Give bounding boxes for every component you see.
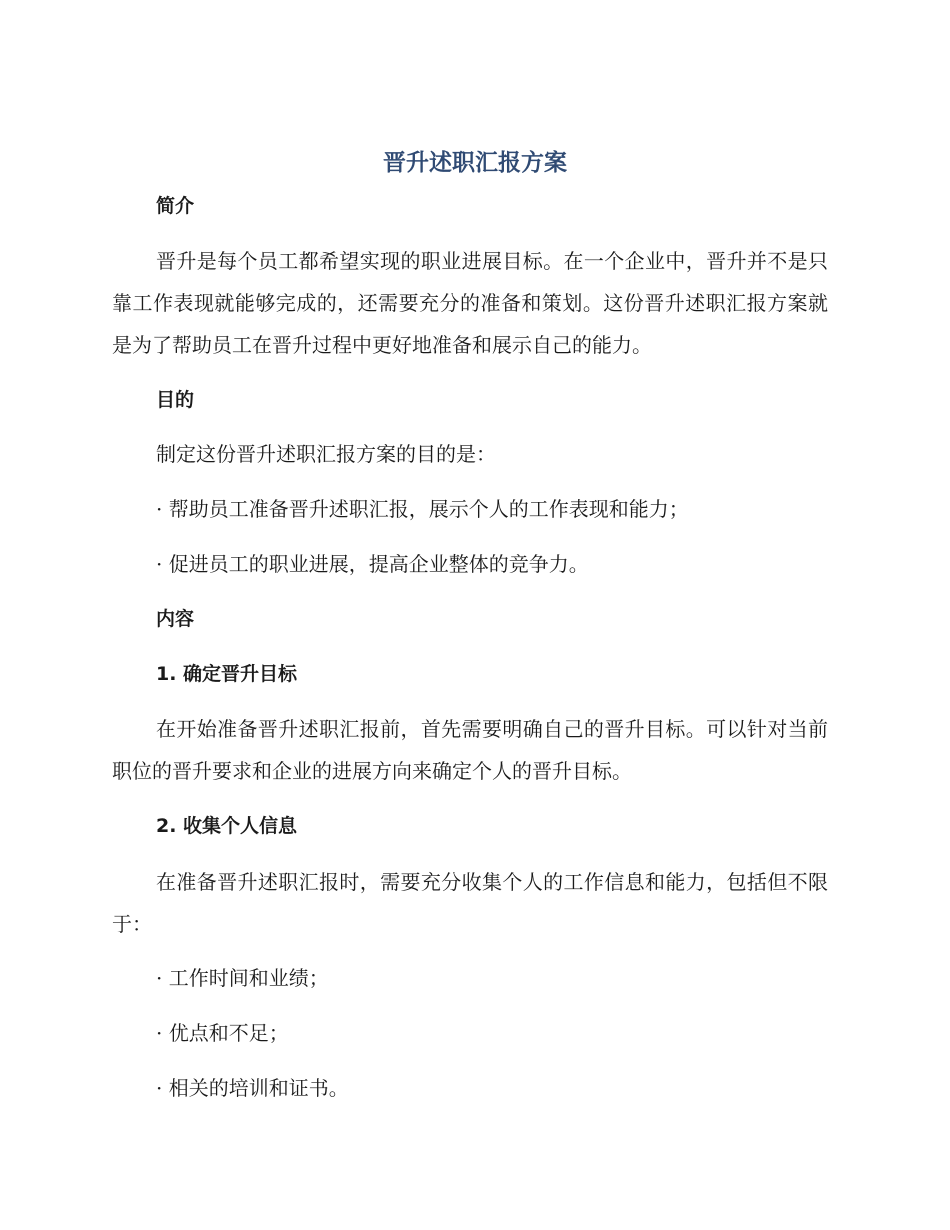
step-2-paragraph: 在准备晋升述职汇报时，需要充分收集个人的工作信息和能力，包括但不限于： bbox=[112, 870, 828, 936]
step-2-bullet-3: · 相关的培训和证书。 bbox=[156, 1076, 349, 1100]
purpose-lead: 制定这份晋升述职汇报方案的目的是： bbox=[156, 442, 496, 466]
step-2-bullet-1: · 工作时间和业绩； bbox=[156, 966, 329, 990]
step-2-bullet-2: · 优点和不足； bbox=[156, 1021, 289, 1045]
section-heading-purpose: 目的 bbox=[156, 389, 195, 411]
section-heading-content: 内容 bbox=[156, 608, 195, 630]
purpose-bullet-2: · 促进员工的职业进展，提高企业整体的竞争力。 bbox=[156, 552, 589, 576]
step-1-heading: 1. 确定晋升目标 bbox=[156, 663, 298, 685]
step-2-heading: 2. 收集个人信息 bbox=[156, 815, 298, 837]
intro-paragraph: 晋升是每个员工都希望实现的职业进展目标。在一个企业中，晋升并不是只靠工作表现就能够完成的，还需要充分的准备和策划。这份晋升述职汇报方案就是为了帮助员工在晋升过程中更好地准备和展示自己的能力。 bbox=[112, 249, 828, 357]
purpose-bullet-1: · 帮助员工准备晋升述职汇报，展示个人的工作表现和能力； bbox=[156, 497, 689, 521]
step-1-paragraph: 在开始准备晋升述职汇报前，首先需要明确自己的晋升目标。可以针对当前职位的晋升要求和企业的进展方向来确定个人的晋升目标。 bbox=[112, 717, 828, 783]
document-title: 晋升述职汇报方案 bbox=[383, 150, 567, 176]
section-heading-intro: 简介 bbox=[156, 195, 195, 217]
